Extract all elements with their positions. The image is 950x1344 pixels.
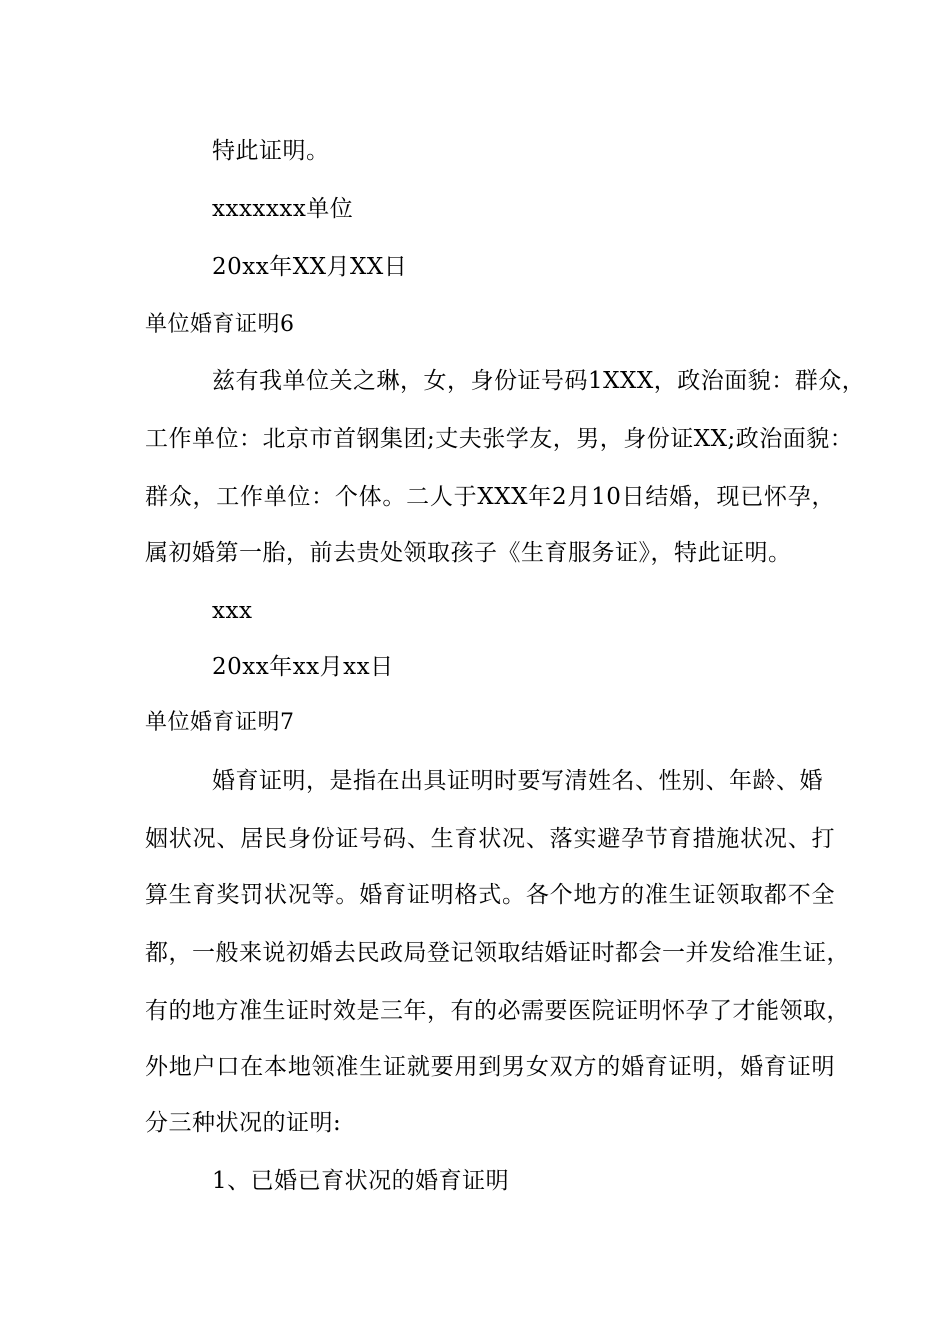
section-6-date: 20xx年xx月xx日	[212, 654, 394, 680]
section-6-signer: xxx	[212, 598, 253, 624]
section-6-body-line: 兹有我单位关之琳，女，身份证号码1XXX，政治面貌：群众，	[212, 368, 866, 394]
section-7-body-line: 分三种状况的证明:	[145, 1110, 342, 1136]
section-7-body-line: 姻状况、居民身份证号码、生育状况、落实避孕节育措施状况、打	[145, 826, 835, 852]
section-7-heading: 单位婚育证明7	[145, 710, 295, 735]
section-6-heading: 单位婚育证明6	[145, 312, 295, 337]
section-7-body-line: 算生育奖罚状况等。婚育证明格式。各个地方的准生证领取都不全	[145, 882, 835, 908]
section-7-body-line: 外地户口在本地领准生证就要用到男女双方的婚育证明，婚育证明	[145, 1054, 835, 1080]
section-6-body-line: 工作单位：北京市首钢集团;丈夫张学友，男，身份证XX;政治面貌：	[145, 426, 854, 452]
closing-statement: 特此证明。	[212, 138, 330, 164]
section-7-item-1: 1、已婚已育状况的婚育证明	[212, 1168, 510, 1194]
section-7-body-line: 有的地方准生证时效是三年，有的必需要医院证明怀孕了才能领取，	[145, 998, 850, 1024]
closing-unit: xxxxxxx单位	[212, 196, 354, 222]
section-7-body-line: 都，一般来说初婚去民政局登记领取结婚证时都会一并发给准生证，	[145, 940, 850, 966]
section-6-body-line: 属初婚第一胎，前去贵处领取孩子《生育服务证》，特此证明。	[145, 540, 792, 566]
section-6-body-line: 群众，工作单位：个体。二人于XXX年2月10日结婚，现已怀孕，	[145, 484, 835, 510]
section-7-body-line: 婚育证明，是指在出具证明时要写清姓名、性别、年龄、婚	[212, 768, 823, 794]
closing-date: 20xx年XX月XX日	[212, 254, 408, 280]
